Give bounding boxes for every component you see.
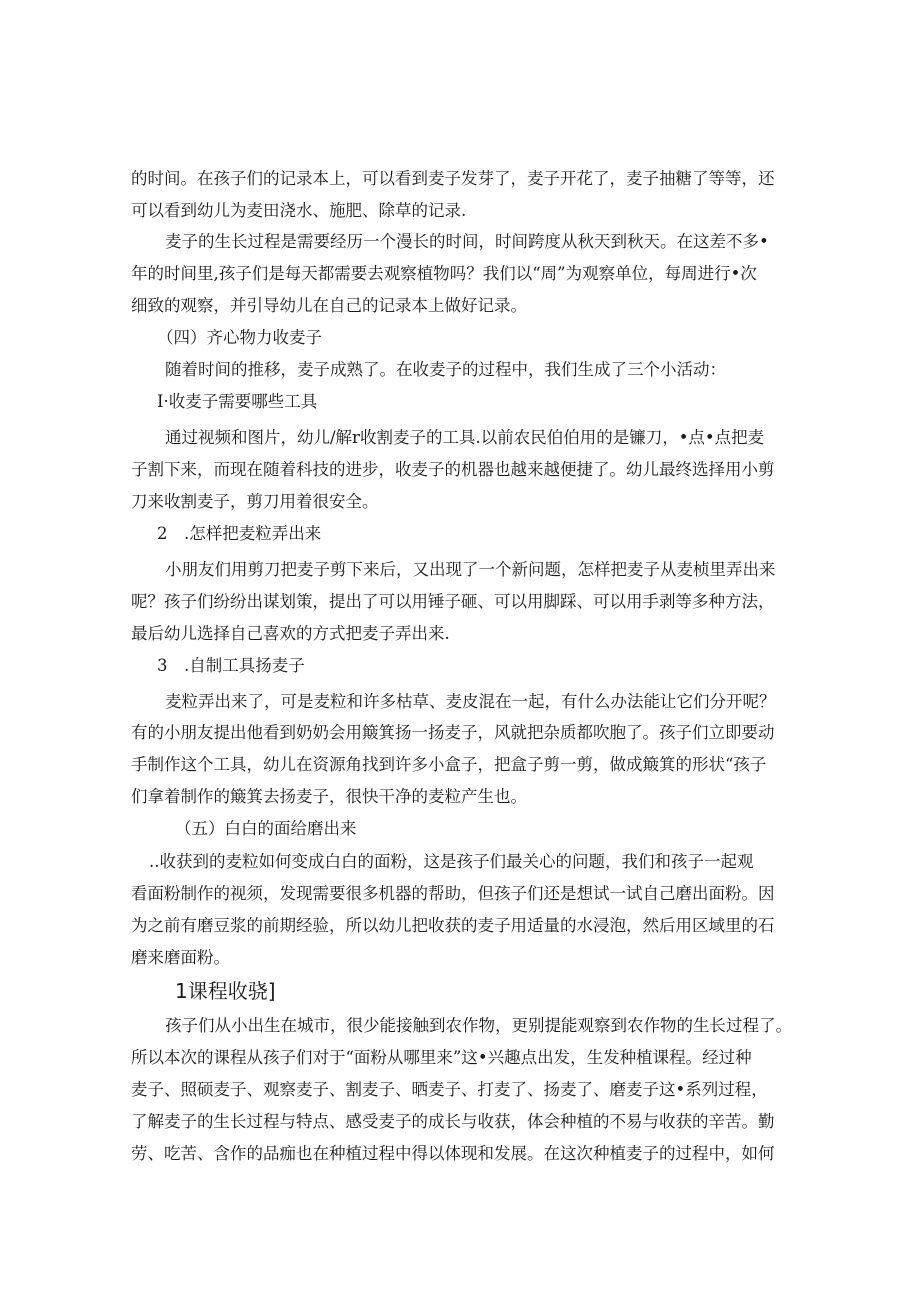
paragraph-line: 刀来收割麦子，剪刀用着很安全。 <box>131 492 379 511</box>
paragraph-line: 麦子的生长过程是需要经历一个漫长的时间，时间跨度从秋天到秋天。在这差不多• <box>165 232 769 251</box>
paragraph-line: 子割下来，而现在随着科技的进步，收麦子的机器也越来越便捷了。幼儿最终选择用小剪 <box>131 460 775 479</box>
paragraph-line: 麦粒弄出来了，可是麦粒和许多枯草、麦皮混在一起，有什么办法能让它们分开呢？ <box>165 692 776 711</box>
paragraph-line: 们拿着制作的簸箕去扬麦子，很快干净的麦粒产生也。 <box>131 787 527 806</box>
paragraph-line: 呢？孩子们纷纷出谋划策，提出了可以用锤子砸、可以用脚踩、可以用手剥等多种方法， <box>131 592 775 611</box>
paragraph-line: 所以本次的课程从孩子们对于“面粉从哪里来”这•兴趣点出发，生发种植课程。经过种 <box>131 1048 752 1067</box>
paragraph-line: 劳、吃苦、含作的品痂也在种植过程中得以体现和发展。在这次种植麦子的过程中，如何 <box>131 1144 775 1163</box>
paragraph-line: 最后幼儿选择自己喜欢的方式把麦子弄出来. <box>131 624 450 643</box>
paragraph-line: 了解麦子的生长过程与特点、感受麦子的成长与收获，体会种植的不易与收获的辛苦。勤 <box>131 1112 775 1131</box>
paragraph-line: 有的小朋友提出他看到奶奶会用簸箕扬一扬麦子，风就把杂质都吹胞了。孩子们立即要动 <box>131 723 775 742</box>
paragraph-line: 的时间。在孩子们的记录本上，可以看到麦子发芽了，麦子开花了，麦子抽糖了等等，还 <box>131 169 775 188</box>
subsection-heading-2: 2 .怎样把麦粒弄出来 <box>157 524 322 543</box>
paragraph-line: 看面粉制作的视须，发现需要很多机器的帮助，但孩子们还是想试一试自己磨出面粉。因 <box>131 884 775 903</box>
course-harvest-heading: 1课程收骁] <box>175 979 276 1003</box>
paragraph-line: 可以看到幼儿为麦田浇水、施肥、除草的记录. <box>131 201 467 220</box>
paragraph-line: ..收获到的麦粒如何变成白白的面粉，这是孩子们最关心的问题，我们和孩子一起观 <box>149 852 754 871</box>
paragraph-line: 手制作这个工具，幼儿在资源角找到许多小盒子，把盒子剪一剪，做成簸箕的形状“孩子 <box>131 755 767 774</box>
paragraph-line: 为之前有磨豆浆的前期经验，所以幼儿把收获的麦子用适量的水浸泡，然后用区域里的石 <box>131 916 775 935</box>
section-heading-4: （四）齐心物力收麦子 <box>157 328 322 347</box>
subsection-heading-1: I·收麦子需要哪些工具 <box>157 392 318 411</box>
paragraph-line: 细致的观察，并引导幼儿在自己的记录本上做好记录。 <box>131 296 527 315</box>
paragraph-line: 磨来磨面粉。 <box>131 948 230 967</box>
paragraph-line: 孩子们从小出生在城市，很少能接触到农作物，更别提能观察到农作物的生长过程了。 <box>165 1016 792 1035</box>
paragraph-line: 小朋友们用剪刀把麦子剪下来后，又出现了一个新问题，怎样把麦子从麦桢里弄出来 <box>165 560 776 579</box>
paragraph-line: 通过视频和图片，幼儿/解r收割麦子的工具.以前农民伯伯用的是镰刀，•点•点把麦 <box>165 428 765 447</box>
paragraph-line: 随着时间的推移，麦子成熟了。在收麦子的过程中，我们生成了三个小活动： <box>165 360 726 379</box>
paragraph-line: 麦子、照硕麦子、观察麦子、割麦子、晒麦子、打麦了、扬麦了、磨麦子这•系列过程， <box>131 1080 768 1099</box>
subsection-heading-3: 3 .自制工具扬麦子 <box>157 656 305 675</box>
section-heading-5: （五）白白的面给磨出来 <box>175 819 357 838</box>
paragraph-line: 年的时间里,孩子们是每天都需要去观察植物吗？我们以“周”为观察单位，每周进行•次 <box>131 264 757 283</box>
